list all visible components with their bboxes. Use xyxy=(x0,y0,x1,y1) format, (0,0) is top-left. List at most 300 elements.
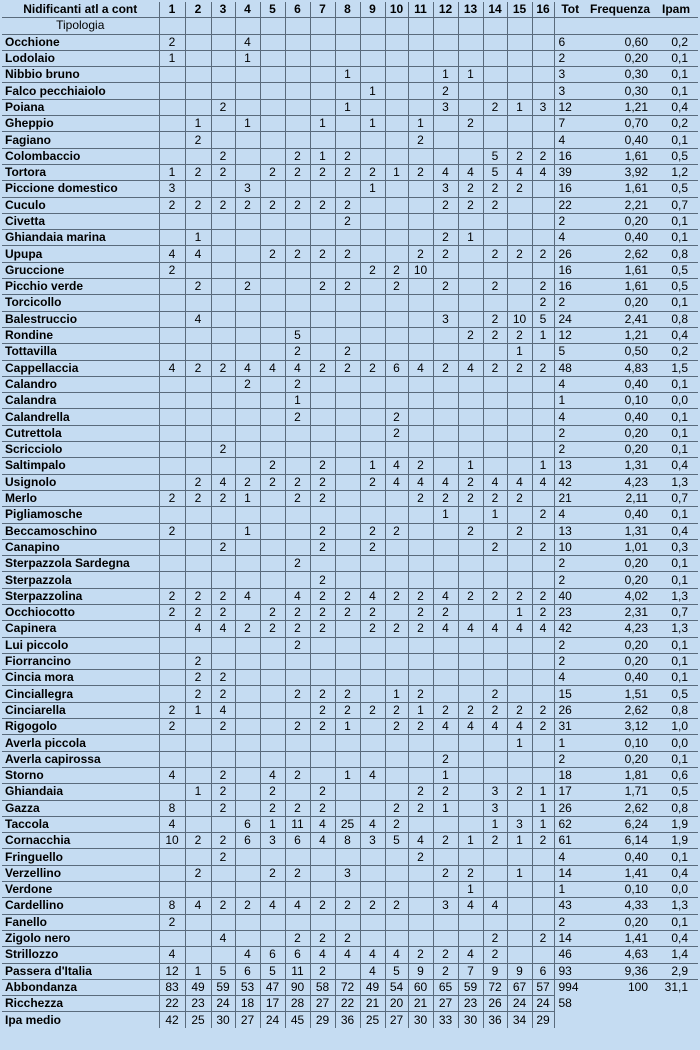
count-cell xyxy=(360,849,385,865)
count-cell xyxy=(285,784,310,800)
count-cell xyxy=(335,181,360,197)
count-cell xyxy=(260,50,285,66)
count-cell xyxy=(408,767,433,783)
count-cell: 4 xyxy=(408,474,433,490)
count-cell xyxy=(335,50,360,66)
count-cell xyxy=(310,653,335,669)
species-name: Piccione domestico xyxy=(2,181,159,197)
species-name: Fanello xyxy=(2,914,159,930)
count-cell: 5 xyxy=(385,833,408,849)
count-cell xyxy=(285,653,310,669)
count-cell: 1 xyxy=(360,83,385,99)
count-cell xyxy=(483,83,507,99)
count-cell xyxy=(385,442,408,458)
tot-cell: 4 xyxy=(554,670,586,686)
count-cell xyxy=(285,702,310,718)
tot-cell: 42 xyxy=(554,474,586,490)
count-cell: 2 xyxy=(507,327,532,343)
count-cell xyxy=(335,784,360,800)
count-cell xyxy=(260,295,285,311)
summary-cell: 27 xyxy=(433,996,458,1012)
summary-cell: 30 xyxy=(408,1012,433,1028)
count-cell: 2 xyxy=(532,279,554,295)
count-cell: 4 xyxy=(260,360,285,376)
count-cell: 4 xyxy=(507,474,532,490)
count-cell xyxy=(483,882,507,898)
count-cell xyxy=(360,670,385,686)
empty-cell xyxy=(185,18,211,34)
table-row xyxy=(2,588,698,604)
count-cell xyxy=(310,50,335,66)
ipam-cell: 2,9 xyxy=(654,963,698,979)
count-cell xyxy=(211,523,235,539)
count-cell xyxy=(285,507,310,523)
count-cell xyxy=(335,83,360,99)
count-cell xyxy=(433,637,458,653)
empty-cell xyxy=(554,18,586,34)
count-cell: 1 xyxy=(385,686,408,702)
frequenza-cell: 0,40 xyxy=(586,849,654,865)
count-cell xyxy=(310,99,335,115)
frequenza-cell: 1,61 xyxy=(586,262,654,278)
species-name: Civetta xyxy=(2,213,159,229)
tot-cell: 40 xyxy=(554,588,586,604)
count-cell xyxy=(408,344,433,360)
count-cell xyxy=(385,181,408,197)
count-cell xyxy=(310,425,335,441)
table-row xyxy=(2,490,698,506)
count-cell: 4 xyxy=(285,588,310,604)
count-cell: 2 xyxy=(483,539,507,555)
count-cell xyxy=(185,914,211,930)
count-cell xyxy=(532,898,554,914)
count-cell xyxy=(532,132,554,148)
count-cell: 2 xyxy=(211,442,235,458)
tot-cell: 14 xyxy=(554,930,586,946)
summary-cell: 27 xyxy=(235,1012,260,1028)
species-name: Usignolo xyxy=(2,474,159,490)
count-cell xyxy=(532,947,554,963)
count-cell: 4 xyxy=(211,930,235,946)
table-row xyxy=(2,164,698,180)
count-cell: 2 xyxy=(335,604,360,620)
count-cell: 2 xyxy=(235,376,260,392)
count-cell xyxy=(360,132,385,148)
count-cell xyxy=(159,213,185,229)
count-cell: 25 xyxy=(335,816,360,832)
empty-cell xyxy=(360,18,385,34)
count-cell xyxy=(260,539,285,555)
ipam-cell: 0,1 xyxy=(654,213,698,229)
count-cell xyxy=(235,425,260,441)
table-row xyxy=(2,523,698,539)
count-cell xyxy=(458,670,483,686)
count-cell xyxy=(532,376,554,392)
count-cell: 4 xyxy=(235,34,260,50)
count-cell xyxy=(211,393,235,409)
count-cell xyxy=(507,295,532,311)
ipam-cell: 0,1 xyxy=(654,507,698,523)
count-cell: 2 xyxy=(235,197,260,213)
count-cell: 2 xyxy=(211,800,235,816)
ipam-cell xyxy=(654,1012,698,1028)
count-cell xyxy=(385,246,408,262)
count-cell xyxy=(159,507,185,523)
count-cell xyxy=(483,132,507,148)
count-cell xyxy=(285,181,310,197)
frequenza-cell: 4,63 xyxy=(586,947,654,963)
summary-cell: 59 xyxy=(458,979,483,995)
summary-label: Ipa medio xyxy=(2,1012,159,1028)
count-cell: 6 xyxy=(285,833,310,849)
count-cell: 2 xyxy=(310,930,335,946)
count-cell xyxy=(285,523,310,539)
count-cell xyxy=(483,458,507,474)
count-cell: 2 xyxy=(260,784,285,800)
count-cell: 1 xyxy=(458,882,483,898)
count-cell: 2 xyxy=(185,865,211,881)
count-cell: 2 xyxy=(211,490,235,506)
count-cell xyxy=(159,539,185,555)
ipam-cell: 0,7 xyxy=(654,197,698,213)
count-cell: 4 xyxy=(185,246,211,262)
table-row xyxy=(2,637,698,653)
count-cell xyxy=(185,262,211,278)
frequenza-cell: 0,70 xyxy=(586,116,654,132)
count-cell: 2 xyxy=(408,800,433,816)
count-cell xyxy=(260,99,285,115)
frequenza-cell: 1,01 xyxy=(586,539,654,555)
count-cell: 2 xyxy=(433,360,458,376)
ipam-cell: 1,0 xyxy=(654,719,698,735)
count-cell: 2 xyxy=(285,556,310,572)
count-cell xyxy=(310,735,335,751)
frequenza-cell: 1,61 xyxy=(586,181,654,197)
tot-cell: 14 xyxy=(554,865,586,881)
count-cell: 2 xyxy=(335,148,360,164)
count-cell xyxy=(458,262,483,278)
count-cell: 4 xyxy=(483,719,507,735)
count-cell xyxy=(360,50,385,66)
count-cell: 3 xyxy=(433,181,458,197)
count-cell xyxy=(159,751,185,767)
count-cell xyxy=(507,132,532,148)
count-cell: 2 xyxy=(285,197,310,213)
table-row xyxy=(2,735,698,751)
frequenza-cell: 0,20 xyxy=(586,914,654,930)
count-cell: 1 xyxy=(458,67,483,83)
ipam-cell: 0,2 xyxy=(654,344,698,360)
count-cell: 1 xyxy=(235,490,260,506)
count-cell xyxy=(285,279,310,295)
count-cell: 4 xyxy=(310,947,335,963)
count-cell: 2 xyxy=(507,360,532,376)
count-cell xyxy=(310,132,335,148)
summary-cell: 28 xyxy=(285,996,310,1012)
count-cell xyxy=(185,523,211,539)
table-row xyxy=(2,262,698,278)
ipam-cell xyxy=(654,996,698,1012)
count-cell: 4 xyxy=(433,719,458,735)
summary-cell: 23 xyxy=(458,996,483,1012)
summary-cell: 17 xyxy=(260,996,285,1012)
ipam-cell: 0,8 xyxy=(654,800,698,816)
count-cell xyxy=(310,376,335,392)
count-cell xyxy=(360,784,385,800)
count-cell: 2 xyxy=(483,279,507,295)
ipam-cell: 0,1 xyxy=(654,50,698,66)
species-name: Fiorrancino xyxy=(2,653,159,669)
frequenza-cell: 0,10 xyxy=(586,393,654,409)
count-cell xyxy=(483,262,507,278)
ipam-cell: 0,8 xyxy=(654,702,698,718)
table-row xyxy=(2,784,698,800)
count-cell xyxy=(159,572,185,588)
table-row xyxy=(2,393,698,409)
count-cell: 5 xyxy=(285,327,310,343)
count-cell xyxy=(385,197,408,213)
count-cell xyxy=(235,344,260,360)
tot-cell: 39 xyxy=(554,164,586,180)
table-row xyxy=(2,360,698,376)
count-cell: 4 xyxy=(458,360,483,376)
count-cell xyxy=(507,686,532,702)
count-cell: 2 xyxy=(260,458,285,474)
count-cell: 4 xyxy=(483,898,507,914)
count-cell xyxy=(458,311,483,327)
column-header-16: 16 xyxy=(532,2,554,18)
count-cell xyxy=(260,686,285,702)
count-cell: 2 xyxy=(285,409,310,425)
count-cell xyxy=(159,735,185,751)
count-cell: 2 xyxy=(483,833,507,849)
count-cell xyxy=(310,751,335,767)
count-cell xyxy=(385,670,408,686)
species-name: Beccamoschino xyxy=(2,523,159,539)
tot-cell: 16 xyxy=(554,262,586,278)
count-cell xyxy=(433,914,458,930)
frequenza-cell xyxy=(586,1012,654,1028)
count-cell: 2 xyxy=(507,523,532,539)
frequenza-cell: 1,41 xyxy=(586,930,654,946)
ipam-cell: 0,4 xyxy=(654,99,698,115)
count-cell xyxy=(532,262,554,278)
summary-cell: 26 xyxy=(483,996,507,1012)
count-cell: 2 xyxy=(285,246,310,262)
count-cell xyxy=(235,132,260,148)
count-cell: 2 xyxy=(310,539,335,555)
count-cell: 2 xyxy=(360,262,385,278)
species-name: Strillozzo xyxy=(2,947,159,963)
count-cell xyxy=(408,148,433,164)
count-cell: 2 xyxy=(285,865,310,881)
tot-cell xyxy=(554,1012,586,1028)
species-name: Sterpazzola Sardegna xyxy=(2,556,159,572)
table-row xyxy=(2,83,698,99)
species-name: Lui piccolo xyxy=(2,637,159,653)
count-cell xyxy=(408,898,433,914)
count-cell xyxy=(159,637,185,653)
count-cell xyxy=(385,148,408,164)
count-cell: 4 xyxy=(385,947,408,963)
count-cell xyxy=(260,556,285,572)
count-cell xyxy=(185,556,211,572)
tot-cell: 13 xyxy=(554,458,586,474)
count-cell: 4 xyxy=(360,767,385,783)
count-cell xyxy=(335,230,360,246)
count-cell: 2 xyxy=(310,898,335,914)
count-cell xyxy=(408,279,433,295)
frequenza-cell: 3,12 xyxy=(586,719,654,735)
count-cell: 4 xyxy=(385,474,408,490)
count-cell xyxy=(532,637,554,653)
count-cell xyxy=(185,393,211,409)
count-cell: 2 xyxy=(433,83,458,99)
count-cell: 4 xyxy=(159,947,185,963)
table-row xyxy=(2,213,698,229)
count-cell xyxy=(211,653,235,669)
empty-cell xyxy=(385,18,408,34)
count-cell xyxy=(433,116,458,132)
count-cell xyxy=(211,376,235,392)
summary-cell: 29 xyxy=(310,1012,335,1028)
count-cell xyxy=(310,409,335,425)
count-cell xyxy=(285,67,310,83)
count-cell xyxy=(433,458,458,474)
count-cell: 1 xyxy=(532,327,554,343)
count-cell xyxy=(458,816,483,832)
tot-cell: 26 xyxy=(554,702,586,718)
count-cell xyxy=(507,279,532,295)
count-cell: 4 xyxy=(360,816,385,832)
count-cell: 9 xyxy=(483,963,507,979)
count-cell: 2 xyxy=(310,197,335,213)
count-cell: 2 xyxy=(335,930,360,946)
summary-cell: 83 xyxy=(159,979,185,995)
count-cell: 2 xyxy=(408,849,433,865)
count-cell: 2 xyxy=(310,360,335,376)
count-cell xyxy=(433,295,458,311)
count-cell xyxy=(408,507,433,523)
count-cell xyxy=(285,116,310,132)
count-cell xyxy=(458,148,483,164)
frequenza-cell: 0,40 xyxy=(586,507,654,523)
count-cell xyxy=(185,882,211,898)
count-cell xyxy=(385,344,408,360)
tot-cell: 2 xyxy=(554,914,586,930)
count-cell xyxy=(532,409,554,425)
count-cell xyxy=(360,213,385,229)
count-cell xyxy=(335,262,360,278)
species-name: Verzellino xyxy=(2,865,159,881)
count-cell: 2 xyxy=(235,279,260,295)
count-cell: 2 xyxy=(335,686,360,702)
count-cell: 2 xyxy=(310,604,335,620)
count-cell xyxy=(310,882,335,898)
frequenza-cell: 0,20 xyxy=(586,213,654,229)
count-cell: 2 xyxy=(211,784,235,800)
count-cell xyxy=(433,686,458,702)
species-name: Falco pecchiaiolo xyxy=(2,83,159,99)
count-cell xyxy=(260,751,285,767)
count-cell: 1 xyxy=(185,230,211,246)
count-cell xyxy=(532,914,554,930)
count-cell xyxy=(507,947,532,963)
count-cell xyxy=(185,181,211,197)
count-cell xyxy=(458,556,483,572)
table-row xyxy=(2,34,698,50)
count-cell xyxy=(483,409,507,425)
summary-cell: 72 xyxy=(335,979,360,995)
column-header-5: 5 xyxy=(260,2,285,18)
table-row xyxy=(2,833,698,849)
count-cell xyxy=(159,83,185,99)
summary-cell: 65 xyxy=(433,979,458,995)
count-cell xyxy=(310,849,335,865)
count-cell: 1 xyxy=(185,784,211,800)
summary-cell: 67 xyxy=(507,979,532,995)
count-cell xyxy=(260,213,285,229)
count-cell xyxy=(507,197,532,213)
count-cell: 2 xyxy=(433,833,458,849)
count-cell xyxy=(360,914,385,930)
count-cell xyxy=(335,914,360,930)
count-cell xyxy=(408,393,433,409)
count-cell: 2 xyxy=(408,164,433,180)
count-cell xyxy=(235,230,260,246)
table-row xyxy=(2,556,698,572)
count-cell xyxy=(235,213,260,229)
count-cell xyxy=(159,344,185,360)
count-cell: 2 xyxy=(159,262,185,278)
count-cell xyxy=(408,882,433,898)
table-row xyxy=(2,197,698,213)
summary-cell: 49 xyxy=(185,979,211,995)
ipam-cell: 0,4 xyxy=(654,523,698,539)
count-cell xyxy=(235,507,260,523)
count-cell: 1 xyxy=(285,393,310,409)
summary-cell: 29 xyxy=(532,1012,554,1028)
count-cell: 2 xyxy=(507,784,532,800)
count-cell xyxy=(235,327,260,343)
count-cell xyxy=(310,442,335,458)
count-cell xyxy=(408,865,433,881)
count-cell: 1 xyxy=(532,784,554,800)
count-cell: 2 xyxy=(408,132,433,148)
count-cell xyxy=(260,702,285,718)
count-cell xyxy=(310,327,335,343)
count-cell xyxy=(235,539,260,555)
count-cell xyxy=(211,311,235,327)
species-name: Taccola xyxy=(2,816,159,832)
count-cell: 2 xyxy=(211,148,235,164)
count-cell xyxy=(235,442,260,458)
count-cell: 2 xyxy=(385,409,408,425)
count-cell xyxy=(458,132,483,148)
tot-cell: 2 xyxy=(554,653,586,669)
count-cell xyxy=(483,67,507,83)
summary-cell: 22 xyxy=(159,996,185,1012)
count-cell xyxy=(483,849,507,865)
count-cell: 4 xyxy=(285,360,310,376)
count-cell: 3 xyxy=(483,784,507,800)
ipam-cell: 0,6 xyxy=(654,767,698,783)
count-cell: 4 xyxy=(211,621,235,637)
count-cell: 7 xyxy=(458,963,483,979)
count-cell: 2 xyxy=(285,344,310,360)
count-cell: 1 xyxy=(185,702,211,718)
summary-cell: 47 xyxy=(260,979,285,995)
